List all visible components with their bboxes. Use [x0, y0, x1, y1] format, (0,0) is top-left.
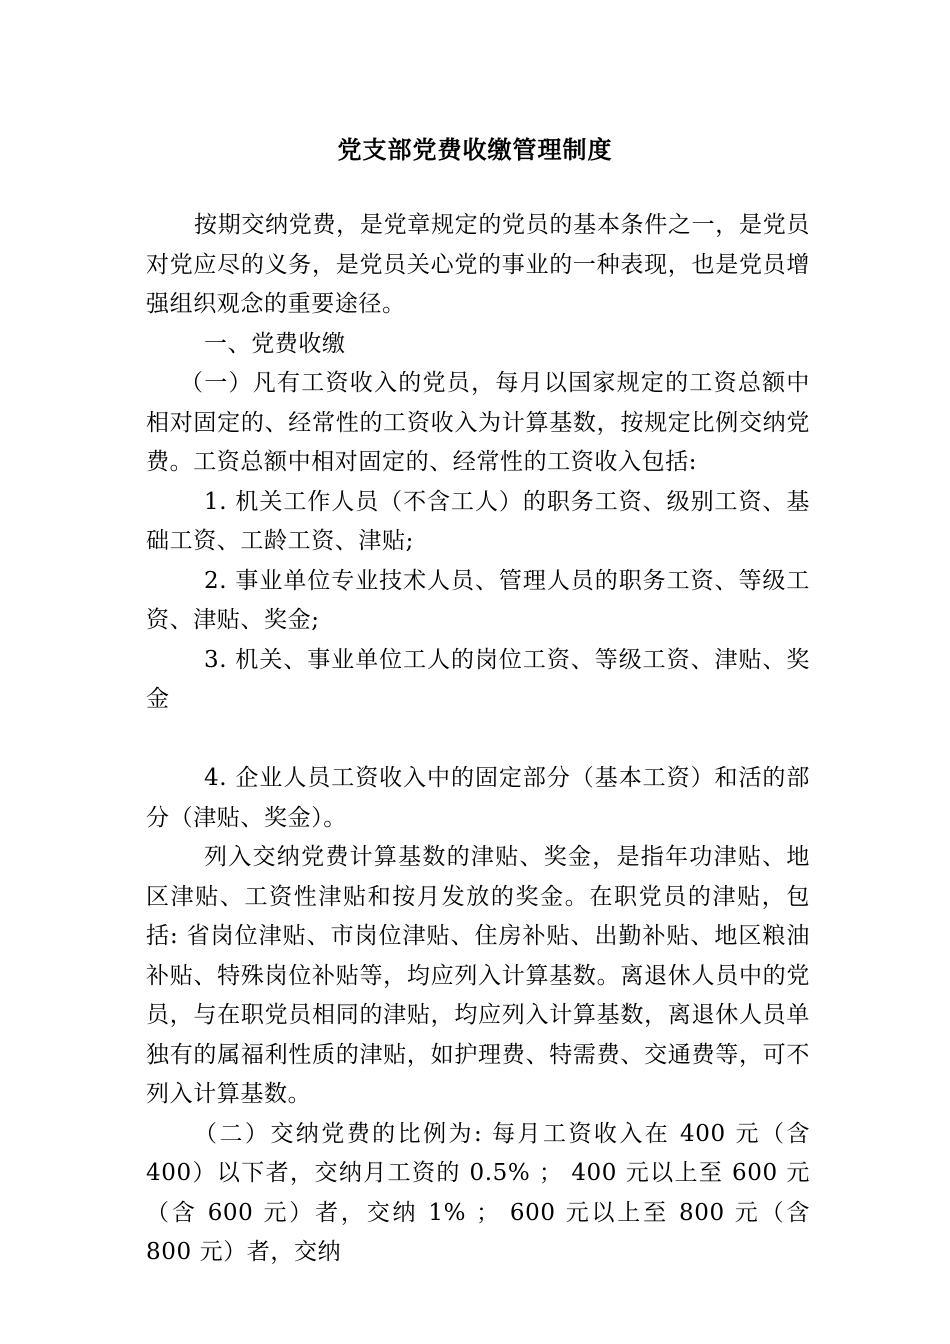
list-item-2: 2. 事业单位专业技术人员、管理人员的职务工资、等级工资、津贴、奖金; — [146, 567, 810, 633]
list-item-3: 3. 机关、事业单位工人的岗位工资、等级工资、津贴、奖金 — [146, 646, 810, 712]
paragraph-item-one: （一）凡有工资收入的党员，每月以国家规定的工资总额中相对固定的、经常性的工资收入为计算基数，按规定比例交纳党费。工资总额中相对固定的、经常性的工资收入包括: — [146, 370, 810, 475]
document-title: 党支部党费收缴管理制度 — [337, 135, 613, 164]
paragraph-allowances: 列入交纳党费计算基数的津贴、奖金，是指年功津贴、地区津贴、工资性津贴和按月发放的奖金。在职党员的津贴，包括: 省岗位津贴、市岗位津贴、住房补贴、出勤补贴、地区粮油补贴、特殊岗位补贴等，均应列入计算基数。离退休人员中的党员，与在职党员相同的津贴，均应列入计算基数，离退休人员单独有的属福利性质的津贴，如护理费、特需费、交通费等，可不列入计算基数。 — [146, 844, 810, 1107]
list-item-4: 4. 企业人员工资收入中的固定部分（基本工资）和活的部分（津贴、奖金）。 — [146, 765, 810, 831]
paragraph-intro: 按期交纳党费，是党章规定的党员的基本条件之一，是党员对党应尽的义务，是党员关心党的事业的一种表现，也是党员增强组织观念的重要途径。 — [146, 212, 810, 317]
section-heading-dues-collection: 一、党费收缴 — [204, 330, 346, 357]
blank-line — [146, 720, 810, 760]
document-body — [146, 206, 810, 1273]
list-item-1: 1. 机关工作人员（不含工人）的职务工资、级别工资、基础工资、工龄工资、津贴; — [146, 488, 810, 554]
paragraph-item-two: （二）交纳党费的比例为: 每月工资收入在 400 元（含 400）以下者，交纳月工资的 0.5% ； 400 元以上至 600 元（含 600 元）者，交纳 1% ； 600 元以上至 800 元（含 800 元）者，交纳 — [146, 1120, 810, 1265]
